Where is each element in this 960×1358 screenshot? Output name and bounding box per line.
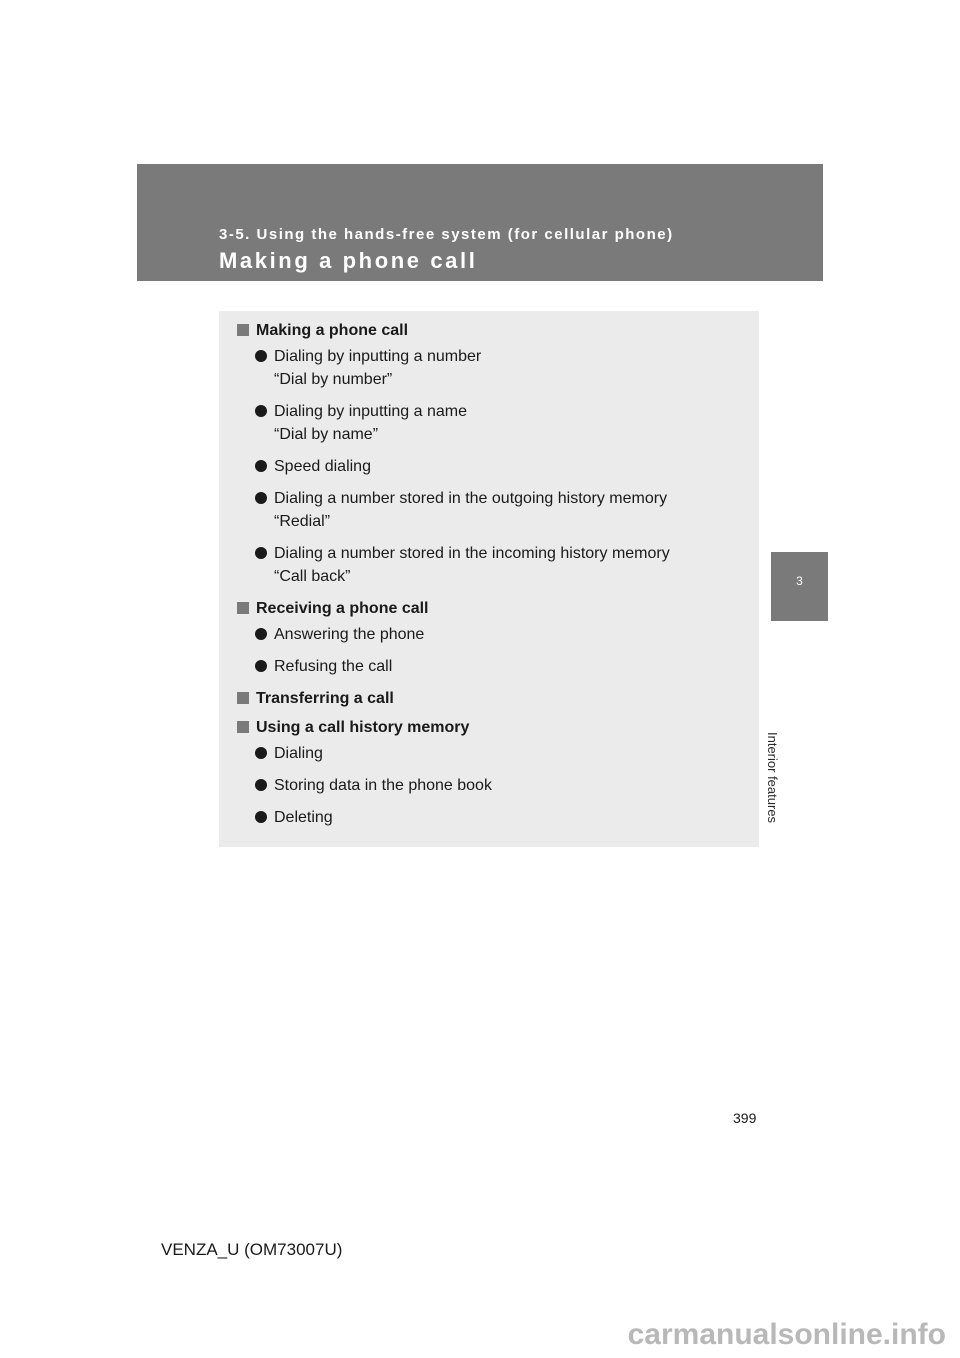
page-number: 399 [733,1110,757,1126]
list-item-subtext: “Call back” [274,568,351,585]
bullet-icon [255,747,267,759]
bullet-icon [255,779,267,791]
bullet-icon [255,547,267,559]
list-item: Dialing [255,745,323,763]
chapter-label-text: Interior features [765,732,780,824]
bullet-icon [255,350,267,362]
chapter-tab [771,552,828,621]
list-item-subtext: “Dial by name” [274,426,379,443]
heading-call-history: Using a call history memory [237,719,469,737]
list-item: Speed dialing [255,458,371,476]
bullet-icon [255,460,267,472]
heading-making-call: Making a phone call [237,322,408,340]
list-item-subtext: “Redial” [274,513,331,530]
list-item: Answering the phone [255,626,424,644]
document-code: VENZA_U (OM73007U) [161,1240,343,1259]
section-label: 3-5. Using the hands-free system (for cellular phone) [219,226,674,243]
section-header [137,164,823,281]
watermark: carmanualsonline.info [627,1318,946,1351]
chapter-label [765,632,794,824]
bullet-icon [255,811,267,823]
list-item-subtext: “Dial by number” [274,371,393,388]
bullet-icon [255,660,267,672]
bullet-icon [255,405,267,417]
bullet-icon [255,492,267,504]
chapter-number: 3 [796,574,803,588]
heading-transferring-call: Transferring a call [237,690,394,708]
page-title: Making a phone call [219,248,478,273]
list-item: Dialing by inputting a name [255,403,467,421]
list-item: Storing data in the phone book [255,777,492,795]
bullet-icon [255,628,267,640]
contents-box [219,311,759,847]
list-item: Dialing by inputting a number [255,348,481,366]
list-item: Deleting [255,809,333,827]
square-bullet-icon [237,721,249,733]
square-bullet-icon [237,324,249,336]
list-item: Refusing the call [255,658,392,676]
list-item: Dialing a number stored in the outgoing history memory [255,490,667,508]
heading-receiving-call: Receiving a phone call [237,600,429,618]
square-bullet-icon [237,602,249,614]
list-item: Dialing a number stored in the incoming history memory [255,545,670,563]
square-bullet-icon [237,692,249,704]
